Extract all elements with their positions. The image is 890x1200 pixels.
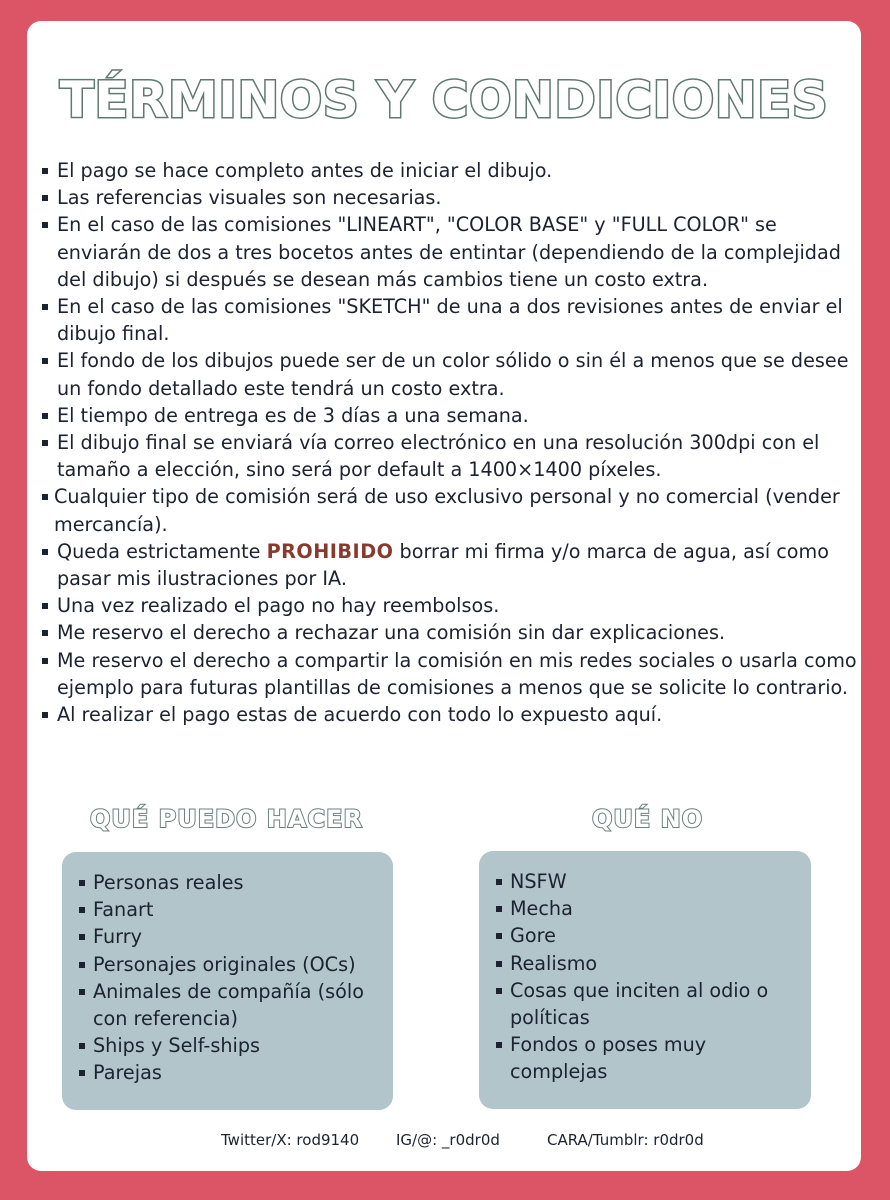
terms-list <box>42 157 857 728</box>
terms-card <box>27 21 861 1171</box>
bullet-icon <box>79 1070 85 1076</box>
bullet-icon <box>79 934 85 940</box>
term-item: Una vez realizado el pago no hay reembolsos. <box>42 592 857 619</box>
bullet-icon <box>496 961 502 967</box>
cannot-do-box <box>479 851 811 1109</box>
list-item: Realismo <box>494 950 805 977</box>
bullet-icon <box>79 907 85 913</box>
cara-tumblr-handle: CARA/Tumblr: r0dr0d <box>547 1131 704 1149</box>
term-item: Me reservo el derecho a rechazar una comisión sin dar explicaciones. <box>42 619 857 646</box>
bullet-icon <box>496 933 502 939</box>
term-item: Al realizar el pago estas de acuerdo con todo lo expuesto aquí. <box>42 701 857 728</box>
bullet-icon <box>496 988 502 994</box>
list-item: Personas reales <box>77 869 387 896</box>
bullet-icon <box>42 304 48 310</box>
can-do-list <box>77 869 387 1087</box>
bullet-icon <box>42 630 48 636</box>
list-item: Mecha <box>494 895 805 922</box>
term-item: El dibujo final se enviará vía correo electrónico en una resolución 300dpi con el tamaño a elección, sino será por default a 1400×1400 píxeles. <box>42 429 857 483</box>
list-item: Ships y Self-ships <box>77 1032 387 1059</box>
bullet-icon <box>79 962 85 968</box>
bullet-icon <box>496 879 502 885</box>
bullet-icon <box>42 195 48 201</box>
list-item: Gore <box>494 922 805 949</box>
list-item: Parejas <box>77 1059 387 1086</box>
bullet-icon <box>42 658 48 664</box>
bullet-icon <box>496 906 502 912</box>
bullet-icon <box>79 880 85 886</box>
bullet-icon <box>42 413 48 419</box>
bullet-icon <box>79 1043 85 1049</box>
bullet-icon <box>42 222 48 228</box>
can-do-title: QUÉ PUEDO HACER <box>90 805 363 833</box>
list-item: Personajes originales (OCs) <box>77 951 387 978</box>
term-item: Me reservo el derecho a compartir la comisión en mis redes sociales o usarla como ejemplo para futuras plantillas de comisiones a menos que se solicite lo contrario. <box>42 647 857 701</box>
term-item: En el caso de las comisiones "SKETCH" de una a dos revisiones antes de enviar el dibujo final. <box>42 293 857 347</box>
term-item: Cualquier tipo de comisión será de uso exclusivo personal y no comercial (vender mercancía). <box>42 483 857 537</box>
list-item: Cosas que inciten al odio o políticas <box>494 977 805 1031</box>
term-item: El tiempo de entrega es de 3 días a una semana. <box>42 402 857 429</box>
bullet-icon <box>42 168 48 174</box>
can-do-box <box>62 852 393 1110</box>
term-item: El fondo de los dibujos puede ser de un color sólido o sin él a menos que se desee un fondo detallado este tendrá un costo extra. <box>42 347 857 401</box>
list-item: Fondos o poses muy complejas <box>494 1031 805 1085</box>
bullet-icon <box>79 989 85 995</box>
twitter-handle: Twitter/X: rod9140 <box>221 1131 360 1149</box>
cannot-do-list <box>494 868 805 1086</box>
bullet-icon <box>42 358 48 364</box>
instagram-handle: IG/@: _r0dr0d <box>396 1131 500 1149</box>
prohibido-highlight: PROHIBIDO <box>266 539 394 563</box>
bullet-icon <box>42 494 48 500</box>
term-item: En el caso de las comisiones "LINEART", "COLOR BASE" y "FULL COLOR" se enviarán de dos a tres bocetos antes de entintar (dependiendo de la complejidad del dibujo) si después se desean más cambios tiene un costo extra. <box>42 211 857 293</box>
cannot-do-title: QUÉ NO <box>592 805 704 833</box>
page-title: TÉRMINOS Y CONDICIONES <box>59 71 829 129</box>
term-item: El pago se hace completo antes de iniciar el dibujo. <box>42 157 857 184</box>
list-item: Animales de compañía (sólo con referencia) <box>77 978 387 1032</box>
bullet-icon <box>42 712 48 718</box>
term-item: Las referencias visuales son necesarias. <box>42 184 857 211</box>
term-item-prohibido: Queda estrictamente PROHIBIDO borrar mi firma y/o marca de agua, así como pasar mis ilustraciones por IA. <box>42 538 857 592</box>
list-item: Furry <box>77 923 387 950</box>
bullet-icon <box>42 549 48 555</box>
list-item: NSFW <box>494 868 805 895</box>
bullet-icon <box>42 440 48 446</box>
list-item: Fanart <box>77 896 387 923</box>
bullet-icon <box>496 1042 502 1048</box>
bullet-icon <box>42 603 48 609</box>
